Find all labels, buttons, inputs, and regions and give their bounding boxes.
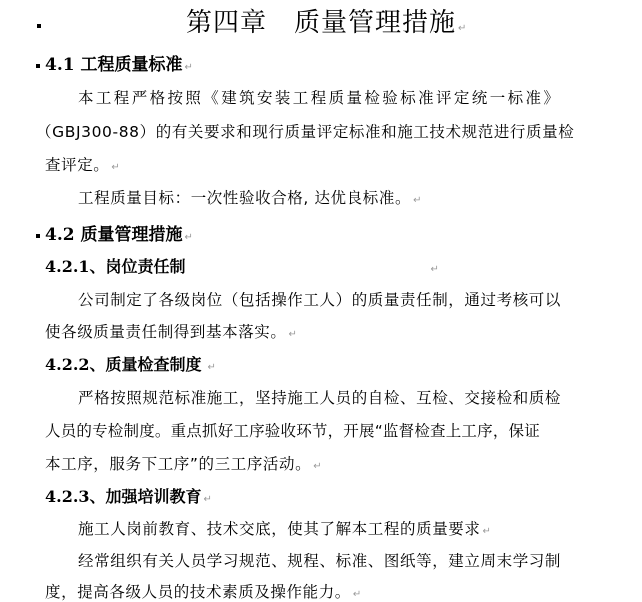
paragraph-mark-icon: ↵ <box>184 232 193 243</box>
paragraph-mark-icon: ↵ <box>111 162 121 173</box>
body-text: 人员的专检制度。重点抓好工序验收环节，开展“监督检查上工序，保证 <box>45 422 540 440</box>
body-text: 本工序，服务下工序”的三工序活动。 ↵ <box>45 455 323 473</box>
subsection-heading-4-2-3: 4.2.3、加强培训教育 ↵ <box>45 487 212 506</box>
paragraph-mark-icon: ↵ <box>430 264 439 275</box>
paragraph-mark-icon: ↵ <box>184 62 193 73</box>
paragraph-mark-icon: ↵ <box>413 195 423 206</box>
body-text: （GBJ300-88）的有关要求和现行质量评定标准和施工技术规范进行质量检 <box>36 123 575 141</box>
section-heading-4-2: 4.2 质量管理措施 ↵ <box>45 225 193 245</box>
paragraph-mark-icon: ↵ <box>352 589 362 600</box>
subsection-heading-4-2-1: 4.2.1、岗位责任制 ↵ <box>45 257 439 276</box>
body-text: 本工程严格按照《建筑安装工程质量检验标准评定统一标准》 <box>78 89 562 107</box>
paragraph-mark-icon: ↵ <box>482 526 492 537</box>
paragraph-mark-icon: ↵ <box>207 362 216 373</box>
list-bullet-marker <box>36 64 40 68</box>
paragraph-mark-icon: ↵ <box>288 329 298 340</box>
body-text: 度，提高各级人员的技术素质及操作能力。 ↵ <box>45 583 362 601</box>
paragraph-mark-icon: ↵ <box>458 23 468 34</box>
subsection-heading-4-2-2: 4.2.2、质量检查制度 ↵ <box>45 355 216 374</box>
body-text: 公司制定了各级岗位（包括操作工人）的质量责任制，通过考核可以 <box>78 291 562 309</box>
body-text: 经常组织有关人员学习规范、规程、标准、图纸等，建立周末学习制 <box>78 552 562 570</box>
body-text: 工程质量目标：一次性验收合格, 达优良标准。 ↵ <box>78 189 423 207</box>
body-text: 查评定。 ↵ <box>45 156 121 174</box>
paragraph-mark-icon: ↵ <box>313 461 323 472</box>
list-bullet-marker <box>36 234 40 238</box>
body-text: 使各级质量责任制得到基本落实。 ↵ <box>45 323 298 341</box>
paragraph-mark-icon: ↵ <box>203 494 212 505</box>
body-text: 施工人岗前教育、技术交底，使其了解本工程的质量要求 ↵ <box>78 520 492 538</box>
list-bullet-marker <box>37 24 41 28</box>
section-heading-4-1: 4.1 工程质量标准 ↵ <box>45 55 193 75</box>
chapter-title: 第四章 质量管理措施 ↵ <box>186 8 468 38</box>
body-text: 严格按照规范标准施工，坚持施工人员的自检、互检、交接检和质检 <box>78 389 562 407</box>
